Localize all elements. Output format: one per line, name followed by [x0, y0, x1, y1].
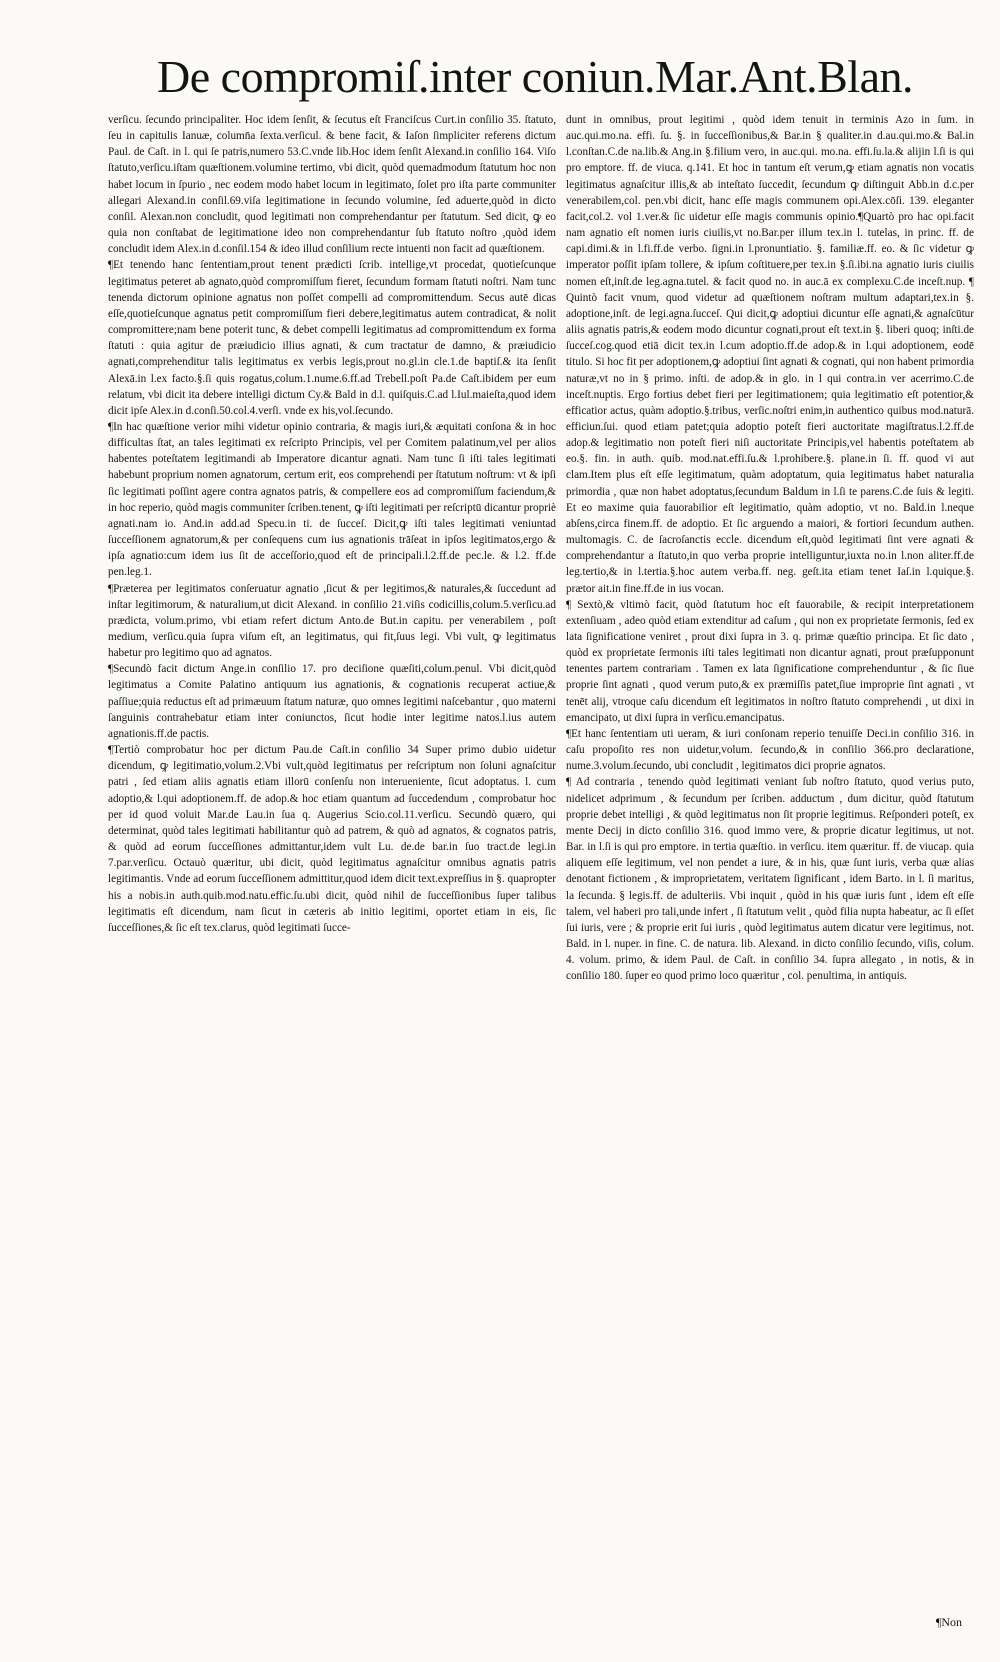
left-paragraph: ¶In hac quæſtione verior mihi videtur opinio contraria, & magis iuri,& æquitati conſona & in hoc difficultas ſtat, an tales legitimati ex reſcripto Principis, vel per Comitem palatinum,vel per alios habentes poteſtatem legitimandi ab Imperatore dicantur agnati. Nam tunc ſi iſti tales legitimati habebunt proprium nomen agnatorum, certum erit, eos comprehendi per ſtatutum noſtrum: vt & ipſi ſic legitimati poſſint agere contra agnatos patris, & compellere eos ad compromiſſum faciendum,& in hoc reperio, quòd magis communiter ſcriben.tenent, ꝙ iſti legitimati per reſcriptū dicantur propriè agnati.nam io. And.in add.ad Specu.in ti. de ſucceſ. Dicit,ꝙ iſti tales legitimati veniuntad ſucceſſionem agnatorum,& per conſequens cum ius agnationis trāſeat in ipſos legitimatos,ergo & ipſa agnatio:cum idem ius ſit de acceſſorio,quod eſt de principali.l.2.ff.de pec.le. & l.2. ff.de pen.leg.1.	[108, 420, 556, 579]
catchword: ¶Non	[935, 1615, 962, 1629]
left-paragraph: ¶Secundò facit dictum Ange.in conſilio 17. pro deciſione quæſiti,colum.penul. Vbi dicit,quòd legitimatus a Comite Palatino antiquum ius agnationis, & cognationis recuperat actiue,& paſſiue;quia reductus eſt ad primæuum ſtatum naturæ, quo omnes legitimi naſcebantur , quo materni ſanguinis contrahebatur etiam inter coniunctos, ſicut hodie inter legitime natos.l.ius autem agnationis.ff.de pactis.	[108, 663, 556, 740]
right-paragraph: dunt in omnibus, prout legitimi , quòd idem tenuit in terminis Azo in ſum. in auc.qui.mo.na. effi. ſu. §. in ſucceſſionibus,& Bar.in § qualiter.in d.au.qui.mo.& Bal.in l.conſtan.C.de na.lib.& Ang.in §.filium vero, in auc.qui. mo.na. effi.ſu.la.& alijin l.ſi is qui pro emptore. ff. de viuca. q.141. Et hoc in tantum eſt verum,ꝙ etiam agnatis non vocatis legitimatus agnaſcitur illis,& ab inteſtato ſuccedit, ſecundum ꝙ diſtinguit Abb.in d.c.per venerabilem,col. pen.vbi dicit, hanc eſſe magis communem opi.Alex.cōſi. 139. eleganter facit,col.2. vol 1.ver.& ſic uidetur eſſe magis communis opinio.¶Quartò pro hac opi.facit nam agnatio eſt nomen iuris ciuilis,vt no.Bar.per illum tex.in l. tutelas, in princ. ff. de capi.dimi.& in l.fi.ff.de verbo. ſigni.in l.pronuntiatio. §. familiæ.ff. eo. & ſic videtur ꝙ imperator poſſit ipſam tollere, & ipſum coſtituere,per tex.in §.ſi.ibi.na agnatio iuris ciuilis nomen eſt,inſt.de leg.agna.tutel. & facit quod no. in auc.ā ex complexu.C.de inceſt.nup. ¶ Quintò facit vnum, quod videtur ad quæſtionem noſtram multum adaptari,tex.in §. adoptione,inſt. de legi.agna.ſucceſ. Qui dicit,ꝙ adoptiui dicuntur eſſe agnati,& agnaſcūtur aliis agnatis patris,& eodem modo dicuntur cognati,prout eſt text.in §. liberi quoq; inſti.de ſucceſ.cog.quod etiā dicit tex.in l.cum adoptio.ff.de adop.& in l.qui adoptionem, eodē titulo. Si hoc fit per adoptionem,ꝙ adoptiui ſint agnati & cognati, qui non habent primordia naturæ,vt no in § primo. inſti. de adop.& in glo. in l qui contra.in ver acerrimo.C.de inceſt.nuptis. Ergo fortius debet fieri per legitimationem; quia legitimatio eſt potentior,& efficatior actus, quàm adoptio.§.tribus, verſic.noſtri enim,in authentico quibus mod.naturā. efficiun.ſui. quod etiam patet;quia adoptio poteſt fieri auctoritate magiſtratus.l.2.ff.de adop.& legitimatio non poteſt fieri niſi auctoritate Principis,vel habentis poteſtatem ab eo.§. fin. in auth. quib. mod.nat.effi.ſu.& l.prohibere.§. plane.in ſi. ff. quod vi aut clam.Item plus eſt eſſe legitimatum, quàm adoptatum, quia legitimatus habet naturalia primordia , quæ non habet adoptatus,ſecundum Baldum in l.ſi te parens.C.de ſuis & legiti. Et eo maxime quia fauorabilior eſt legitimatio, quàm adoptio, vt no. Bald.in l.neque abſens,circa finem.ff. de adoptio. Et ſic arguendo a maiori, & fortiori ſecundum authen. multomagis. C. de ſacroſanctis eccle. dicendum eſt,quòd legitimati ſint vere agnati & comprehendantur a ſtatuto,in quo verba proprie intelliguntur,iuxta no.in l.non aliter.ff.de leg.tertio,& in l.tertia.§.hoc autem verba.ff. neg. geſt.ita etiam tenet Iaſ.in l.quique.§. prætor ait.in fine.ff.de in ius vocan.	[566, 114, 974, 595]
left-paragraph: ¶Tertiò comprobatur hoc per dictum Pau.de Caſt.in conſilio 34 Super primo dubio uidetur dicendum, ꝙ legitimatio,volum.2.Vbi vult,quòd legitimatus per reſcriptum non ſoluni agnaſcitur patri , ſed etiam aliis agnatis etiam illorū conſenſu non interueniente, ſicut adoptatus. l. cum adoptio,& l.qui adoptionem.ff. de adop.& hoc etiam quantum ad ſuccedendum , comprobatur hoc per id quod voluit Mar.de Lau.in ſua q. Augerius Scio.col.11.verſicu. Secundò quæro, qui determinat, quòd tales legitimati habilitantur quò ad patrem, & quò ad agnatos, & cognatos patris, & quòd ad eorum ſucceſſiones admittantur,idem vult Lu. de.de bar.in ſuo tract.de legi.in 7.par.verſicu. Octauò quæritur, ubi dicit, quòd legitimatus agnaſcitur omnibus agnatis patris legitimantis. Vnde ad eorum ſucceſſionem admittitur,quod idem dicit text.expreſſius in §. quapropter his a nobis.in auth.quib.mod.natu.effic.ſu.ubi dicit, quòd nihil de ſucceſſionibus ſuper talibus legitimatis eſt dicendum, nam ſicut in cæteris ab initio legitimi, oportet etiam in eis, ſic ſucceſſiones,& ſic eſt tex.clarus, quòd legitimati ſucce-	[108, 744, 556, 934]
running-title: De compromiſ.inter coniun.Mar.Ant.Blan.	[157, 51, 913, 102]
right-text-column	[566, 112, 974, 1610]
right-paragraph: ¶ Sextò,& vltimò facit, quòd ſtatutum hoc eſt fauorabile, & recipit interpretationem extenſiuam , adeo quòd etiam extenditur ad caſum , qui non ex proprietate ſermonis, ſed ex lata ſignificatione veniret , prout dixi ſupra in 3. q. primæ quæſtio principa. Et ſic dato , quòd ex proprietate ſermonis iſti tales legitimati non dicantur agnati, prout præſupponunt tenentes partem contrariam . Tamen ex lata ſignificatione comprehenduntur , & ſic ſiue proprie ſint agnati , quod verum puto,& ex præmiſſis patet,ſiue improprie ſint agnati , vt tenēt alij, vtroque caſu dicendum eſt legitimatos in noſtro ſtatuto comprehendi , ut dixi in emancipato, ut dixi ſupra in verſicu.emancipatus.	[566, 598, 974, 724]
left-paragraph: ¶Præterea per legitimatos conſeruatur agnatio ,ſicut & per legitimos,& naturales,& ſuccedunt ad inſtar legitimorum, & naturalium,ut dicit Alexand. in conſilio 21.viſis codicillis,colum.5.verſicu.ad prædicta, volum.primo, vbi etiam refert dictum Anto.de But.in capitu. per venerabilem , poſt medium, verſicu.quia ſupra viſum eſt, an legitimatus, qui fit,ſuus legi. Vbi vult, ꝙ legitimatus habetur pro legitimo quo ad agnatos.	[108, 582, 556, 660]
right-paragraph: ¶ Ad contraria , tenendo quòd legitimati veniant ſub noſtro ſtatuto, quod verius puto, nidelicet adprimum , & ſecundum per ſcriben. adductum , dum dicitur, quòd ſtatutum proprie debet intelligi , & quòd legitimatus non ſit proprie legitimus. Reſponderi poteſt, ex mente Decij in dicto conſilio 316. quod immo vere, & proprie dicatur legitimus, ut not. Bar. in l.ſi is qui pro emptore. in tertia quæſtio. in verſicu. item quæritur. ff. de viucap. quia aliquem eſſe legitimum, vel non pendet a iure, & in his, quæ ſunt iuris, verba quæ alias denotant fictionem , & improprietatem, veritatem ſignificant , idem Barto. in l. ſi maritus, la ſecunda. § legis.ff. de adulteriis. Vbi inquit , quòd in his quæ iuris ſunt , idem eſt eſſe talem, vel haberi pro tali,unde infert , ſi ſtatutum velit , quòd filia nupta habeatur, ac ſi eſſet ſui iuris, vere ; & proprie erit ſui iuris , quòd legitimatus autem dicatur vere legitimus, not. Bald. in l. nuper. in fine. C. de natura. lib. Alexand. in dicto conſilio ſecundo, viſis, colum. 4. volum. primo, & idem Paul. de Caſt. in conſilio 34. ſupra allegato , in notis, & in conſilio 180. ſuper eo quod primo loco quæritur , col. penultima, in antiquis.	[566, 776, 974, 983]
left-paragraph: verſicu. ſecundo principaliter. Hoc idem ſenſit, & ſecutus eſt Franciſcus Curt.in conſilio 35. ſtatuto, ſeu in capitulis Ianuæ, column̄a ſexta.verſicul. & bene facit, & Iaſon ſimpliciter referens dictum Paul. de Caſt. in l. qui ſe patris,numero 53.C.vnde lib.Hoc idem ſenſit Alexand.in conſilio 164. Viſo ſtatuto,verſicu.iſtam quæſtionem.volumine tertimo, vbi dicit, quòd quemadmodum ſtatutum hoc non habet locum in ſpurio , nec eodem modo habet locum in legitimato, ſolet pro iſta parte communiter allegari Alexand.in conſil.69.viſa legitimatione in ſecundo volumine, ſed aduerte,quòd in dicto conſil. Alexan.non concludit, quod legitimati non comprehendantur per ſtatutum. Sed dicit, ꝙ eo quia non conſtabat de legitimatione ideo non comprehendantur ſub ſtatuto noſtro ,quòd idem concludit idem Alex.in d.conſil.154 & ideo illud conſilium recte intuenti non facit ad quæſtionem.	[108, 114, 556, 256]
right-paragraph: ¶Et hanc ſententiam uti ueram, & iuri conſonam reperio tenuiſſe Deci.in conſilio 316. in caſu propoſito res non uidetur,volum. ſecundo,& in conſilio 366.pro declaratione, nume.3.volum.ſecundo, ubi concludit , legitimatos dici proprie agnatos.	[566, 727, 974, 773]
left-text-column	[108, 112, 556, 1610]
left-paragraph: ¶Et tenendo hanc ſententiam,prout tenent prædicti ſcrib. intellige,vt procedat, quotieſcunque legitimatus peteret ab agnato,quòd compromiſſum fieret, ſecundum formam ſtatuti noſtri. Nam tunc tenenda dictorum opinione agnatus non poſſet compelli ad compromittendum. Secus autē dicas eſſe,quotieſcunque agnatus petit compromiſſum fieri debere,legitimatus autem contradicat, & nolit compromittere;nam bene poterit tunc, & debet compelli legitimatus ad compromittendum ex forma ſtatuti : quia agitur de præiudicio illius agnati, & cum tractatur de damno, & præiudicio agnati,comprehenditur talis legitimatus ex verbis legis,prout no.gl.in cle.1.de baptiſ.& ita ſenſit Alexā.in l.ex facto.§.ſi quis rogatus,colum.1.nume.6.ff.ad Trebell.poſt Pa.de Caſt.ibidem per eum relatum, vbi dicit ita debere intelligi dictum Cy.& Bald in d.l. quiſquis.C.ad l.Iul.maieſta,quod idem dicit ipſe Alex.in d.conſi.50.col.4.verſi. vnde ex his,vol.ſecundo.	[108, 259, 556, 417]
